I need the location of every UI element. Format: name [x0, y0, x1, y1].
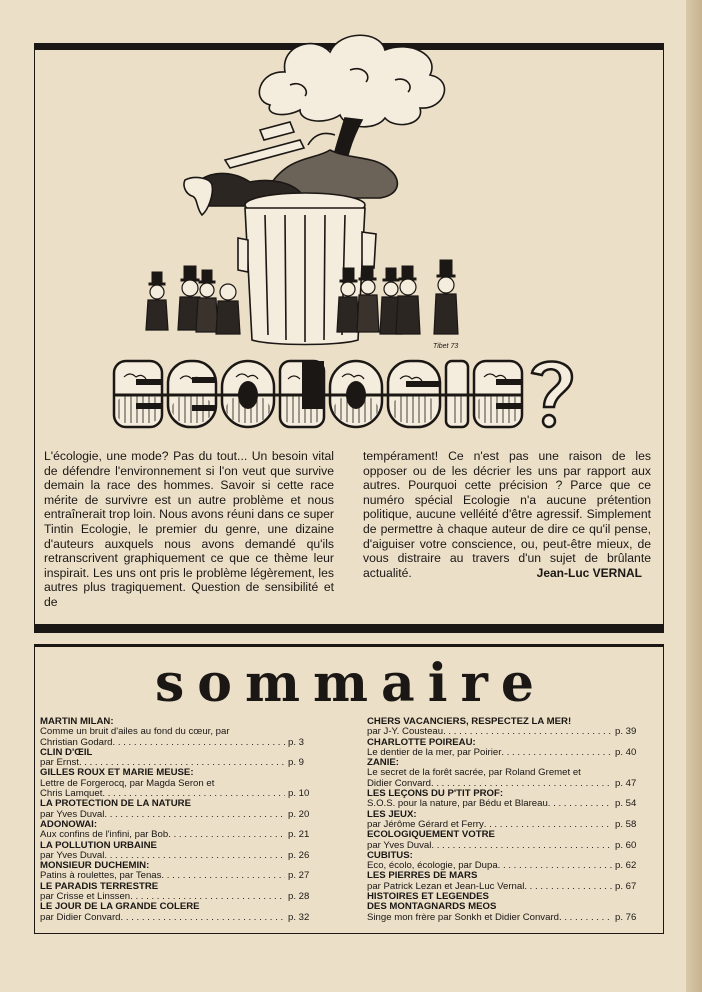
toc-page-number: p. 67: [615, 880, 637, 892]
toc-heading: CUBITUS:: [367, 849, 413, 861]
toc-page-number: p. 20: [288, 808, 310, 820]
toc-entry-text: par J-Y. Cousteau: [367, 726, 444, 738]
toc-subtitle: Le secret de la forêt sacrée, par Roland Gremet et: [367, 767, 581, 779]
toc-subtitle: Comme un bruit d'ailes au fond du cœur, par: [40, 726, 230, 738]
toc-heading: HISTOIRES ET LEGENDES: [367, 891, 489, 903]
toc-right-column: [367, 717, 655, 923]
toc-page-number: p. 62: [615, 860, 637, 872]
toc-dot-leader: [501, 748, 612, 758]
illustration-signature: Tibet 73: [433, 343, 459, 350]
middle-rule: [34, 624, 664, 633]
toc-entry-text: Singe mon frère par Sonkh et Didier Convard: [367, 911, 559, 923]
toc-entry-text: S.O.S. pour la nature, par Bédu et Blareau: [367, 798, 548, 810]
toc-dot-leader: [548, 799, 612, 809]
toc-entry-line: [40, 913, 328, 923]
toc-page-number: p. 28: [288, 891, 310, 903]
editorial-author: Jean-Luc VERNAL: [536, 566, 642, 580]
toc-page-number: p. 58: [615, 818, 637, 830]
toc-entry-text: par Yves Duval: [40, 808, 105, 820]
toc-dot-leader: [431, 841, 612, 851]
toc-entry-text: par Yves Duval: [367, 839, 432, 851]
toc-dot-leader: [484, 820, 612, 830]
toc-entry-text: par Patrick Lezan et Jean-Luc Vernal: [367, 880, 525, 892]
toc-heading: CLIN D'ŒIL: [40, 746, 93, 758]
toc-dot-leader: [168, 830, 285, 840]
toc-dot-leader: [498, 861, 612, 871]
toc-heading: LA POLLUTION URBAINE: [40, 839, 157, 851]
toc-heading: MONSIEUR DUCHEMIN:: [40, 860, 150, 872]
toc-heading: LES PIERRES DE MARS: [367, 870, 478, 882]
toc-page-number: p. 60: [615, 839, 637, 851]
toc-heading: CHERS VACANCIERS, RESPECTEZ LA MER!: [367, 716, 572, 727]
sommaire-title: sommaire: [155, 653, 547, 714]
toc-entry-line: [367, 748, 655, 758]
toc-entry-text: Christian Godard: [40, 736, 113, 748]
trash-can-tree-illustration: [140, 10, 470, 355]
toc-page-number: p. 9: [288, 757, 305, 769]
toc-heading: ECOLOGIQUEMENT VOTRE: [367, 829, 495, 841]
toc-entry-text: Patins à roulettes, par Tenas: [40, 870, 162, 882]
toc-page-number: p. 3: [288, 736, 305, 748]
editorial-right-text: tempérament! Ce n'est pas une raison de les opposer ou de les décrier les uns par rapport aux autres. Pourquoi cette précision ? Parce que ce numéro spécial Ecologie n'a aucune prétention politique, aucune velléité d'être agressif. Simplement de permettre à chaque auteur de dire ce qu'il pense, d'aiguiser votre conscience, ou, peut-être mieux, de vous distraire au travers d'un sujet de brûlante actualité.: [363, 449, 651, 580]
page-spine: [686, 0, 702, 992]
toc-dot-leader: [104, 810, 285, 820]
toc-heading: ZANIE:: [367, 757, 399, 769]
toc-dot-leader: [161, 871, 285, 881]
toc-page-number: p. 47: [615, 777, 637, 789]
editorial-left-column: [44, 449, 334, 610]
toc-entry-text: Didier Convard: [367, 777, 431, 789]
toc-heading: ADONOWAI:: [40, 818, 98, 830]
toc-entry-line: [367, 913, 655, 923]
toc-page-number: p. 54: [615, 798, 637, 810]
ecologie-title-lettering: [110, 355, 580, 433]
toc-entry-text: par Ernst: [40, 757, 79, 769]
toc-heading: LES JEUX:: [367, 808, 417, 820]
toc-left-column: [40, 717, 328, 923]
toc-heading: LES LEÇONS DU P'TIT PROF:: [367, 788, 504, 800]
toc-heading: LA PROTECTION DE LA NATURE: [40, 798, 192, 810]
toc-heading: DES MONTAGNARDS MEOS: [367, 901, 497, 913]
toc-heading: LE JOUR DE LA GRANDE COLERE: [40, 901, 200, 913]
toc-page-number: p. 39: [615, 726, 637, 738]
toc-heading: CHARLOTTE POIREAU:: [367, 736, 476, 748]
toc-page-number: p. 32: [288, 911, 310, 923]
toc-entry-text: Aux confins de l'infini, par Bob: [40, 829, 169, 841]
editorial-right-column: [363, 449, 651, 580]
toc-dot-leader: [524, 882, 612, 892]
toc-page-number: p. 76: [615, 911, 637, 923]
toc-page-number: p. 21: [288, 829, 310, 841]
toc-entry-text: Chris Lamquet: [40, 788, 103, 800]
toc-heading: LE PARADIS TERRESTRE: [40, 880, 159, 892]
toc-page-number: p. 10: [288, 788, 310, 800]
toc-entry-text: Eco, écolo, écologie, par Dupa: [367, 860, 498, 872]
toc-subtitle: Lettre de Forgerocq, par Magda Seron et: [40, 777, 215, 789]
toc-heading: MARTIN MILAN:: [40, 716, 114, 727]
toc-dot-leader: [121, 913, 285, 923]
toc-entry-text: Le dentier de la mer, par Poirier: [367, 746, 502, 758]
toc-page-number: p. 40: [615, 746, 637, 758]
toc-page-number: p. 26: [288, 849, 310, 861]
toc-entry-text: par Crisse et Linssen: [40, 891, 131, 903]
toc-page-number: p. 27: [288, 870, 310, 882]
toc-dot-leader: [113, 738, 285, 748]
editorial-left-text: L'écologie, une mode? Pas du tout... Un besoin vital de défendre l'environnement si l'on veut que survive demain la race des hommes. Savoir si cette race mérite de survivre est un autre problème et nous entraînerait trop loin. Nous avons réuni dans ce super Tintin Ecologie, le premier du genre, une dizaine d'auteurs auxquels nous avons demandé qu'ils retranscrivent graphiquement ce que ce thème leur inspirait. Les uns ont pris le problème légèrement, les autres plus tragiquement. Question de sensibilité et de: [44, 449, 334, 609]
toc-dot-leader: [559, 913, 612, 923]
toc-entry-text: par Yves Duval: [40, 849, 105, 861]
toc-entry-text: par Jérôme Gérard et Ferry: [367, 818, 484, 830]
toc-heading: GILLES ROUX ET MARIE MEUSE:: [40, 767, 194, 779]
toc-entry-text: par Didier Convard: [40, 911, 121, 923]
